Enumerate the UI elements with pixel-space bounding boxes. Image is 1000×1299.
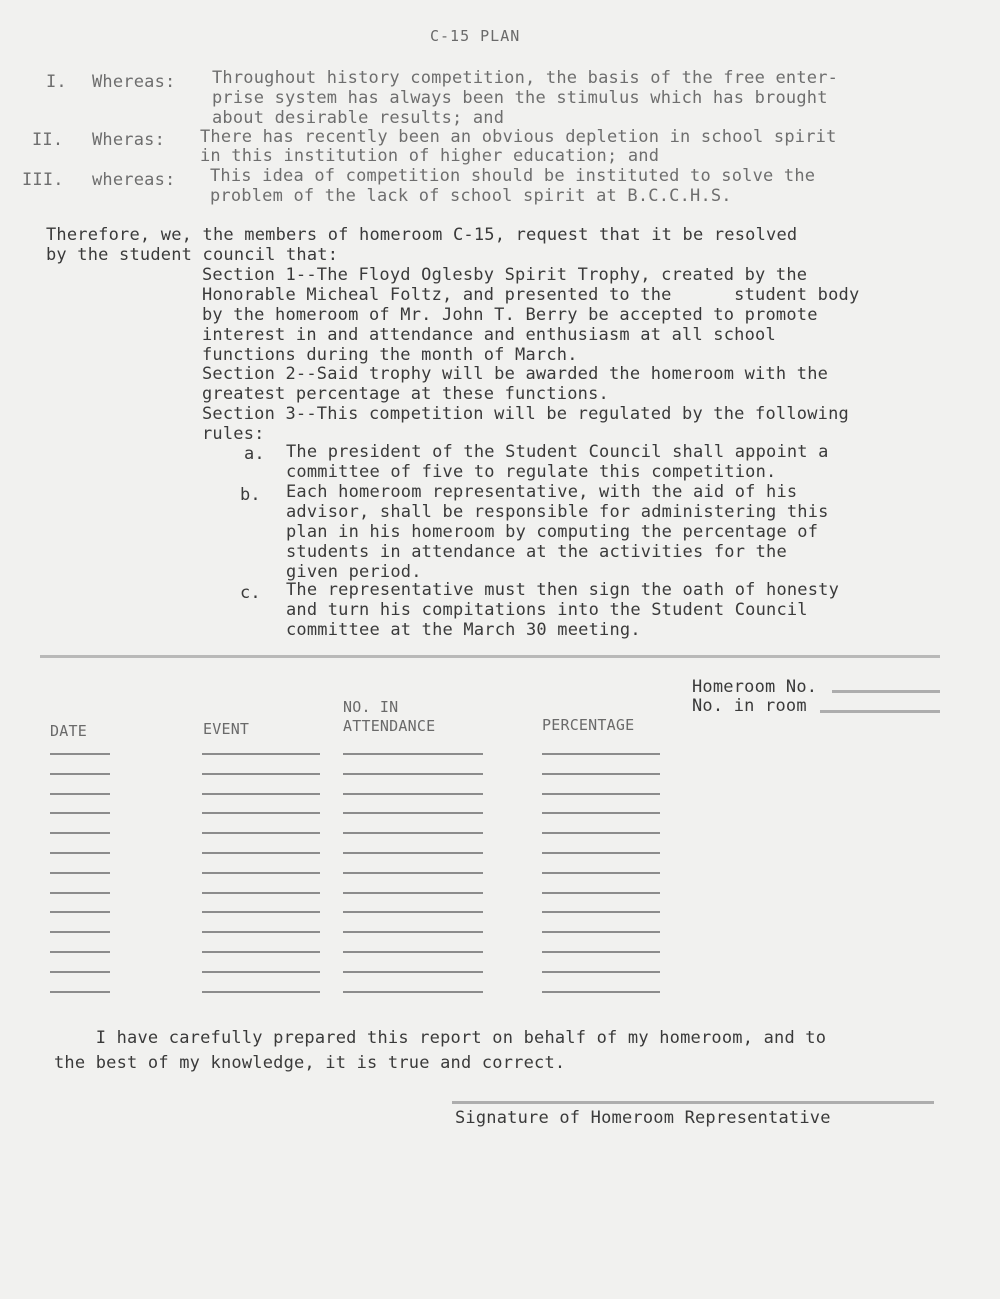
form-blank-percentage[interactable] (542, 832, 660, 834)
form-blank-event[interactable] (202, 911, 320, 913)
page-title: C-15 PLAN (430, 27, 521, 45)
section-line-8: Section 3--This competition will be regulated by the following (202, 404, 849, 424)
form-blank-attendance[interactable] (343, 773, 483, 775)
form-blank-event[interactable] (202, 892, 320, 894)
form-blank-date[interactable] (50, 773, 110, 775)
form-blank-date[interactable] (50, 971, 110, 973)
form-blank-percentage[interactable] (542, 872, 660, 874)
form-blank-percentage[interactable] (542, 852, 660, 854)
form-blank-event[interactable] (202, 931, 320, 933)
form-blank-percentage[interactable] (542, 812, 660, 814)
separator-line (40, 655, 940, 658)
whereas-1-line-1: Throughout history competition, the basis of the free enter- (212, 68, 839, 88)
form-blank-attendance[interactable] (343, 991, 483, 993)
form-blank-date[interactable] (50, 892, 110, 894)
form-blank-attendance[interactable] (343, 911, 483, 913)
room-count-label: No. in room (692, 696, 807, 716)
form-blank-date[interactable] (50, 753, 110, 755)
form-blank-date[interactable] (50, 872, 110, 874)
section-line-2: Honorable Micheal Foltz, and presented to the student body (202, 285, 860, 305)
form-blank-attendance[interactable] (343, 832, 483, 834)
whereas-1-line-2: prise system has always been the stimulus which has brought (212, 88, 828, 108)
form-blank-attendance[interactable] (343, 753, 483, 755)
form-blank-attendance[interactable] (343, 872, 483, 874)
form-blank-date[interactable] (50, 852, 110, 854)
form-blank-date[interactable] (50, 812, 110, 814)
form-blank-event[interactable] (202, 852, 320, 854)
form-blank-attendance[interactable] (343, 852, 483, 854)
whereas-1-label: Whereas: (92, 72, 176, 92)
form-blank-event[interactable] (202, 951, 320, 953)
whereas-3-num: III. (22, 170, 64, 190)
rule-a-letter: a. (244, 444, 265, 464)
certification-line-2: the best of my knowledge, it is true and correct. (54, 1053, 566, 1073)
whereas-2-line-1: There has recently been an obvious depletion in school spirit (200, 127, 837, 147)
form-blank-attendance[interactable] (343, 812, 483, 814)
section-line-1: Section 1--The Floyd Oglesby Spirit Trophy, created by the (202, 265, 808, 285)
form-blank-attendance[interactable] (343, 892, 483, 894)
whereas-1-line-3: about desirable results; and (212, 108, 505, 128)
form-blank-percentage[interactable] (542, 971, 660, 973)
section-line-4: interest in and attendance and enthusiasm at all school (202, 325, 776, 345)
column-header-percentage: PERCENTAGE (542, 716, 635, 734)
form-blank-event[interactable] (202, 753, 320, 755)
form-blank-date[interactable] (50, 951, 110, 953)
form-blank-percentage[interactable] (542, 951, 660, 953)
certification-line-1: I have carefully prepared this report on behalf of my homeroom, and to (54, 1028, 827, 1048)
section-line-9: rules: (202, 424, 265, 444)
therefore-line-2: by the student council that: (46, 245, 339, 265)
section-line-5: functions during the month of March. (202, 345, 578, 365)
form-blank-date[interactable] (50, 911, 110, 913)
form-blank-attendance[interactable] (343, 951, 483, 953)
homeroom-number-blank[interactable] (832, 690, 940, 693)
form-blank-event[interactable] (202, 793, 320, 795)
form-blank-percentage[interactable] (542, 911, 660, 913)
form-blank-percentage[interactable] (542, 753, 660, 755)
homeroom-number-label: Homeroom No. (692, 677, 818, 697)
form-blank-date[interactable] (50, 832, 110, 834)
rule-b-line-3: plan in his homeroom by computing the percentage of (286, 522, 819, 542)
form-blank-percentage[interactable] (542, 991, 660, 993)
form-blank-percentage[interactable] (542, 773, 660, 775)
whereas-2-num: II. (32, 130, 64, 150)
form-blank-attendance[interactable] (343, 793, 483, 795)
whereas-3-line-1: This idea of competition should be instituted to solve the (210, 166, 816, 186)
rule-a-line-1: The president of the Student Council shall appoint a (286, 442, 829, 462)
form-blank-event[interactable] (202, 991, 320, 993)
whereas-2-label: Wheras: (92, 130, 166, 150)
form-blank-date[interactable] (50, 991, 110, 993)
whereas-3-line-2: problem of the lack of school spirit at B.C.C.H.S. (210, 186, 732, 206)
form-blank-percentage[interactable] (542, 793, 660, 795)
form-blank-attendance[interactable] (343, 971, 483, 973)
section-line-6: Section 2--Said trophy will be awarded the homeroom with the (202, 364, 829, 384)
column-header-attendance-2: ATTENDANCE (343, 717, 436, 735)
whereas-1-num: I. (46, 72, 67, 92)
form-blank-event[interactable] (202, 812, 320, 814)
column-header-event: EVENT (203, 720, 250, 738)
section-line-7: greatest percentage at these functions. (202, 384, 609, 404)
form-blank-date[interactable] (50, 793, 110, 795)
section-line-3: by the homeroom of Mr. John T. Berry be accepted to promote (202, 305, 818, 325)
form-blank-percentage[interactable] (542, 892, 660, 894)
form-blank-event[interactable] (202, 832, 320, 834)
rule-c-letter: c. (240, 583, 261, 603)
room-count-blank[interactable] (820, 710, 940, 713)
signature-line[interactable] (452, 1101, 934, 1104)
signature-label: Signature of Homeroom Representative (455, 1108, 831, 1128)
form-blank-event[interactable] (202, 872, 320, 874)
whereas-2-line-2: in this institution of higher education; and (200, 146, 660, 166)
whereas-3-label: whereas: (92, 170, 176, 190)
form-blank-event[interactable] (202, 971, 320, 973)
rule-c-line-3: committee at the March 30 meeting. (286, 620, 641, 640)
rule-b-letter: b. (240, 485, 261, 505)
form-blank-attendance[interactable] (343, 931, 483, 933)
rule-b-line-1: Each homeroom representative, with the aid of his (286, 482, 798, 502)
rule-b-line-4: students in attendance at the activities for the (286, 542, 787, 562)
rule-c-line-1: The representative must then sign the oath of honesty (286, 580, 840, 600)
form-blank-event[interactable] (202, 773, 320, 775)
rule-c-line-2: and turn his compitations into the Student Council (286, 600, 808, 620)
rule-b-line-5: given period. (286, 562, 422, 582)
therefore-line-1: Therefore, we, the members of homeroom C-15, request that it be resolved (46, 225, 798, 245)
form-blank-percentage[interactable] (542, 931, 660, 933)
rule-b-line-2: advisor, shall be responsible for administering this (286, 502, 829, 522)
column-header-attendance-1: NO. IN (343, 698, 399, 716)
column-header-date: DATE (50, 722, 87, 740)
form-blank-date[interactable] (50, 931, 110, 933)
rule-a-line-2: committee of five to regulate this competition. (286, 462, 777, 482)
